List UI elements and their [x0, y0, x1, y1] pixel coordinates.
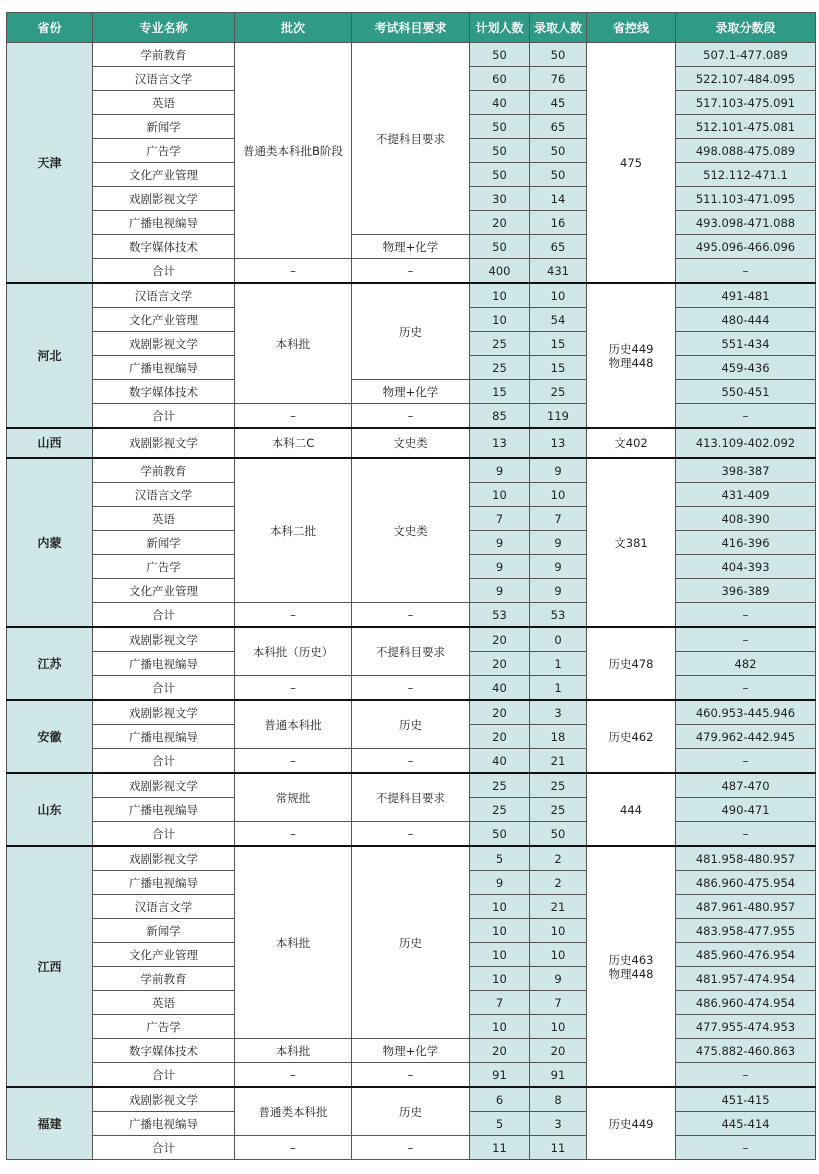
table-row	[7, 1063, 816, 1088]
batch-cell: –	[235, 603, 352, 628]
plan-cell: 13	[470, 428, 530, 458]
plan-cell: 15	[470, 380, 530, 404]
subject-cell: –	[352, 1136, 470, 1160]
admitted-cell: 65	[530, 115, 587, 139]
score-range-cell: 479.962-442.945	[676, 725, 816, 749]
table-row	[7, 749, 816, 774]
plan-cell: 50	[470, 822, 530, 847]
plan-cell: 9	[470, 871, 530, 895]
batch-cell: 普通类本科批B阶段	[235, 43, 352, 259]
subject-cell: 物理+化学	[352, 380, 470, 404]
plan-cell: 10	[470, 308, 530, 332]
score-range-cell: –	[676, 1136, 816, 1160]
admitted-cell: 9	[530, 579, 587, 603]
batch-cell: –	[235, 822, 352, 847]
province-cell: 山西	[7, 428, 93, 458]
province-cell: 天津	[7, 43, 93, 284]
batch-cell: 普通本科批	[235, 700, 352, 749]
table-row	[7, 458, 816, 483]
admitted-cell: 7	[530, 991, 587, 1015]
major-cell: 新闻学	[93, 115, 235, 139]
plan-cell: 60	[470, 67, 530, 91]
score-range-cell: 451-415	[676, 1087, 816, 1112]
score-range-cell: –	[676, 822, 816, 847]
plan-cell: 30	[470, 187, 530, 211]
plan-cell: 6	[470, 1087, 530, 1112]
plan-cell: 400	[470, 259, 530, 284]
plan-cell: 7	[470, 991, 530, 1015]
score-range-cell: 481.957-474.954	[676, 967, 816, 991]
plan-cell: 50	[470, 163, 530, 187]
score-range-cell: 498.088-475.089	[676, 139, 816, 163]
plan-cell: 9	[470, 555, 530, 579]
admitted-cell: 13	[530, 428, 587, 458]
score-range-cell: 495.096-466.096	[676, 235, 816, 259]
admitted-cell: 53	[530, 603, 587, 628]
major-cell: 戏剧影视文学	[93, 332, 235, 356]
batch-cell: –	[235, 1136, 352, 1160]
admitted-cell: 2	[530, 871, 587, 895]
control-line-cell: 历史463 物理448	[587, 846, 676, 1087]
admitted-cell: 15	[530, 332, 587, 356]
table-row	[7, 700, 816, 725]
header-control-line: 省控线	[587, 13, 676, 43]
control-line-cell: 文381	[587, 458, 676, 627]
major-cell: 新闻学	[93, 531, 235, 555]
subject-cell: –	[352, 749, 470, 774]
table-row	[7, 603, 816, 628]
score-range-cell: 460.953-445.946	[676, 700, 816, 725]
batch-cell: –	[235, 676, 352, 701]
admitted-cell: 431	[530, 259, 587, 284]
batch-cell: 本科批	[235, 283, 352, 404]
major-cell: 广播电视编导	[93, 871, 235, 895]
score-range-cell: 431-409	[676, 483, 816, 507]
major-cell: 广播电视编导	[93, 356, 235, 380]
control-line-cell: 历史478	[587, 627, 676, 700]
plan-cell: 10	[470, 967, 530, 991]
major-cell: 汉语言文学	[93, 895, 235, 919]
score-range-cell: –	[676, 676, 816, 701]
header-plan: 计划人数	[470, 13, 530, 43]
score-range-cell: 396-389	[676, 579, 816, 603]
table-row	[7, 822, 816, 847]
province-cell: 江苏	[7, 627, 93, 700]
admitted-cell: 25	[530, 773, 587, 798]
admitted-cell: 10	[530, 943, 587, 967]
subject-cell: 文史类	[352, 428, 470, 458]
admission-table-container	[6, 12, 816, 1160]
admitted-cell: 76	[530, 67, 587, 91]
score-range-cell: 487-470	[676, 773, 816, 798]
batch-cell: –	[235, 749, 352, 774]
batch-cell: 本科批	[235, 1039, 352, 1063]
admitted-cell: 50	[530, 163, 587, 187]
score-range-cell: 483.958-477.955	[676, 919, 816, 943]
province-cell: 安徽	[7, 700, 93, 773]
admitted-cell: 7	[530, 507, 587, 531]
score-range-cell: 485.960-476.954	[676, 943, 816, 967]
score-range-cell: –	[676, 749, 816, 774]
plan-cell: 40	[470, 91, 530, 115]
major-cell: 戏剧影视文学	[93, 627, 235, 652]
subject-cell: 历史	[352, 846, 470, 1039]
major-cell: 英语	[93, 91, 235, 115]
admission-table	[6, 12, 816, 1160]
admitted-cell: 21	[530, 749, 587, 774]
plan-cell: 25	[470, 356, 530, 380]
score-range-cell: 493.098-471.088	[676, 211, 816, 235]
control-line-cell: 475	[587, 43, 676, 284]
subject-cell: 不提科目要求	[352, 773, 470, 822]
table-row	[7, 1039, 816, 1063]
major-cell: 广播电视编导	[93, 798, 235, 822]
admitted-cell: 14	[530, 187, 587, 211]
major-cell: 合计	[93, 259, 235, 284]
major-cell: 文化产业管理	[93, 943, 235, 967]
major-cell: 合计	[93, 404, 235, 429]
admitted-cell: 0	[530, 627, 587, 652]
admitted-cell: 45	[530, 91, 587, 115]
plan-cell: 10	[470, 283, 530, 308]
plan-cell: 20	[470, 725, 530, 749]
plan-cell: 5	[470, 1112, 530, 1136]
admitted-cell: 54	[530, 308, 587, 332]
major-cell: 文化产业管理	[93, 579, 235, 603]
subject-cell: 历史	[352, 1087, 470, 1136]
plan-cell: 11	[470, 1136, 530, 1160]
score-range-cell: 445-414	[676, 1112, 816, 1136]
table-body	[7, 43, 816, 1160]
admitted-cell: 10	[530, 283, 587, 308]
admitted-cell: 21	[530, 895, 587, 919]
admitted-cell: 10	[530, 1015, 587, 1039]
batch-cell: 本科批（历史）	[235, 627, 352, 676]
admitted-cell: 50	[530, 139, 587, 163]
admitted-cell: 91	[530, 1063, 587, 1088]
major-cell: 合计	[93, 1063, 235, 1088]
plan-cell: 9	[470, 458, 530, 483]
major-cell: 戏剧影视文学	[93, 846, 235, 871]
admitted-cell: 8	[530, 1087, 587, 1112]
score-range-cell: 522.107-484.095	[676, 67, 816, 91]
major-cell: 汉语言文学	[93, 67, 235, 91]
score-range-cell: 416-396	[676, 531, 816, 555]
major-cell: 汉语言文学	[93, 283, 235, 308]
major-cell: 文化产业管理	[93, 308, 235, 332]
admitted-cell: 11	[530, 1136, 587, 1160]
subject-cell: 历史	[352, 700, 470, 749]
table-row	[7, 627, 816, 652]
province-cell: 福建	[7, 1087, 93, 1160]
plan-cell: 20	[470, 700, 530, 725]
subject-cell: –	[352, 676, 470, 701]
plan-cell: 10	[470, 483, 530, 507]
header-major: 专业名称	[93, 13, 235, 43]
major-cell: 戏剧影视文学	[93, 428, 235, 458]
major-cell: 广告学	[93, 1015, 235, 1039]
score-range-cell: 551-434	[676, 332, 816, 356]
control-line-cell: 444	[587, 773, 676, 846]
score-range-cell: –	[676, 259, 816, 284]
score-range-cell: 398-387	[676, 458, 816, 483]
plan-cell: 91	[470, 1063, 530, 1088]
score-range-cell: 480-444	[676, 308, 816, 332]
table-row	[7, 283, 816, 308]
plan-cell: 50	[470, 43, 530, 67]
major-cell: 广告学	[93, 139, 235, 163]
admitted-cell: 50	[530, 822, 587, 847]
admitted-cell: 10	[530, 483, 587, 507]
subject-cell: 物理+化学	[352, 1039, 470, 1063]
major-cell: 广播电视编导	[93, 725, 235, 749]
plan-cell: 10	[470, 943, 530, 967]
plan-cell: 50	[470, 139, 530, 163]
plan-cell: 25	[470, 798, 530, 822]
plan-cell: 10	[470, 1015, 530, 1039]
batch-cell: –	[235, 1063, 352, 1088]
header-row	[7, 13, 816, 43]
subject-cell: 历史	[352, 283, 470, 380]
major-cell: 合计	[93, 749, 235, 774]
plan-cell: 20	[470, 652, 530, 676]
plan-cell: 20	[470, 211, 530, 235]
plan-cell: 40	[470, 676, 530, 701]
batch-cell: –	[235, 259, 352, 284]
major-cell: 广播电视编导	[93, 1112, 235, 1136]
plan-cell: 20	[470, 1039, 530, 1063]
major-cell: 戏剧影视文学	[93, 773, 235, 798]
admitted-cell: 65	[530, 235, 587, 259]
table-row	[7, 846, 816, 871]
major-cell: 数字媒体技术	[93, 1039, 235, 1063]
table-row	[7, 428, 816, 458]
plan-cell: 25	[470, 773, 530, 798]
subject-cell: –	[352, 404, 470, 429]
score-range-cell: 475.882-460.863	[676, 1039, 816, 1063]
score-range-cell: 482	[676, 652, 816, 676]
admitted-cell: 25	[530, 798, 587, 822]
admitted-cell: 16	[530, 211, 587, 235]
subject-cell: 物理+化学	[352, 235, 470, 259]
province-cell: 内蒙	[7, 458, 93, 627]
header-province: 省份	[7, 13, 93, 43]
table-row	[7, 676, 816, 701]
major-cell: 学前教育	[93, 967, 235, 991]
major-cell: 广告学	[93, 555, 235, 579]
province-cell: 河北	[7, 283, 93, 428]
major-cell: 英语	[93, 991, 235, 1015]
header-batch: 批次	[235, 13, 352, 43]
subject-cell: –	[352, 603, 470, 628]
score-range-cell: 481.958-480.957	[676, 846, 816, 871]
major-cell: 数字媒体技术	[93, 235, 235, 259]
admitted-cell: 9	[530, 531, 587, 555]
subject-cell: –	[352, 822, 470, 847]
plan-cell: 50	[470, 115, 530, 139]
admitted-cell: 18	[530, 725, 587, 749]
major-cell: 戏剧影视文学	[93, 700, 235, 725]
subject-cell: 文史类	[352, 458, 470, 603]
score-range-cell: –	[676, 1063, 816, 1088]
admitted-cell: 1	[530, 676, 587, 701]
admitted-cell: 2	[530, 846, 587, 871]
major-cell: 学前教育	[93, 43, 235, 67]
subject-cell: 不提科目要求	[352, 43, 470, 235]
major-cell: 合计	[93, 822, 235, 847]
plan-cell: 85	[470, 404, 530, 429]
plan-cell: 7	[470, 507, 530, 531]
admitted-cell: 3	[530, 1112, 587, 1136]
table-row	[7, 773, 816, 798]
table-row	[7, 235, 816, 259]
header-subject: 考试科目要求	[352, 13, 470, 43]
score-range-cell: 413.109-402.092	[676, 428, 816, 458]
admitted-cell: 20	[530, 1039, 587, 1063]
score-range-cell: 490-471	[676, 798, 816, 822]
score-range-cell: 517.103-475.091	[676, 91, 816, 115]
table-row	[7, 404, 816, 429]
subject-cell: –	[352, 1063, 470, 1088]
major-cell: 文化产业管理	[93, 163, 235, 187]
plan-cell: 50	[470, 235, 530, 259]
score-range-cell: –	[676, 404, 816, 429]
plan-cell: 25	[470, 332, 530, 356]
score-range-cell: 459-436	[676, 356, 816, 380]
batch-cell: 常规批	[235, 773, 352, 822]
control-line-cell: 历史449	[587, 1087, 676, 1160]
batch-cell: 普通类本科批	[235, 1087, 352, 1136]
control-line-cell: 历史449 物理448	[587, 283, 676, 428]
batch-cell: 本科二C	[235, 428, 352, 458]
major-cell: 合计	[93, 603, 235, 628]
plan-cell: 9	[470, 579, 530, 603]
major-cell: 合计	[93, 676, 235, 701]
major-cell: 广播电视编导	[93, 652, 235, 676]
admitted-cell: 10	[530, 919, 587, 943]
table-row	[7, 1087, 816, 1112]
control-line-cell: 历史462	[587, 700, 676, 773]
score-range-cell: 487.961-480.957	[676, 895, 816, 919]
subject-cell: –	[352, 259, 470, 284]
major-cell: 英语	[93, 507, 235, 531]
table-row	[7, 43, 816, 67]
plan-cell: 40	[470, 749, 530, 774]
score-range-cell: 486.960-474.954	[676, 991, 816, 1015]
batch-cell: –	[235, 404, 352, 429]
batch-cell: 本科批	[235, 846, 352, 1039]
score-range-cell: 404-393	[676, 555, 816, 579]
major-cell: 戏剧影视文学	[93, 187, 235, 211]
plan-cell: 53	[470, 603, 530, 628]
province-cell: 江西	[7, 846, 93, 1087]
major-cell: 学前教育	[93, 458, 235, 483]
plan-cell: 5	[470, 846, 530, 871]
control-line-cell: 文402	[587, 428, 676, 458]
admitted-cell: 25	[530, 380, 587, 404]
plan-cell: 10	[470, 895, 530, 919]
score-range-cell: 491-481	[676, 283, 816, 308]
admitted-cell: 9	[530, 967, 587, 991]
major-cell: 新闻学	[93, 919, 235, 943]
score-range-cell: 477.955-474.953	[676, 1015, 816, 1039]
admitted-cell: 15	[530, 356, 587, 380]
admitted-cell: 9	[530, 555, 587, 579]
major-cell: 合计	[93, 1136, 235, 1160]
admitted-cell: 9	[530, 458, 587, 483]
score-range-cell: 507.1-477.089	[676, 43, 816, 67]
plan-cell: 10	[470, 919, 530, 943]
admitted-cell: 50	[530, 43, 587, 67]
header-admitted: 录取人数	[530, 13, 587, 43]
province-cell: 山东	[7, 773, 93, 846]
major-cell: 汉语言文学	[93, 483, 235, 507]
score-range-cell: 512.112-471.1	[676, 163, 816, 187]
score-range-cell: 511.103-471.095	[676, 187, 816, 211]
major-cell: 数字媒体技术	[93, 380, 235, 404]
table-row	[7, 259, 816, 284]
score-range-cell: –	[676, 627, 816, 652]
plan-cell: 20	[470, 627, 530, 652]
score-range-cell: 408-390	[676, 507, 816, 531]
major-cell: 戏剧影视文学	[93, 1087, 235, 1112]
admitted-cell: 3	[530, 700, 587, 725]
score-range-cell: 486.960-475.954	[676, 871, 816, 895]
score-range-cell: 550-451	[676, 380, 816, 404]
table-row	[7, 1136, 816, 1160]
admitted-cell: 1	[530, 652, 587, 676]
major-cell: 广播电视编导	[93, 211, 235, 235]
subject-cell: 不提科目要求	[352, 627, 470, 676]
plan-cell: 9	[470, 531, 530, 555]
score-range-cell: 512.101-475.081	[676, 115, 816, 139]
admitted-cell: 119	[530, 404, 587, 429]
score-range-cell: –	[676, 603, 816, 628]
table-row	[7, 380, 816, 404]
batch-cell: 本科二批	[235, 458, 352, 603]
header-score-range: 录取分数段	[676, 13, 816, 43]
